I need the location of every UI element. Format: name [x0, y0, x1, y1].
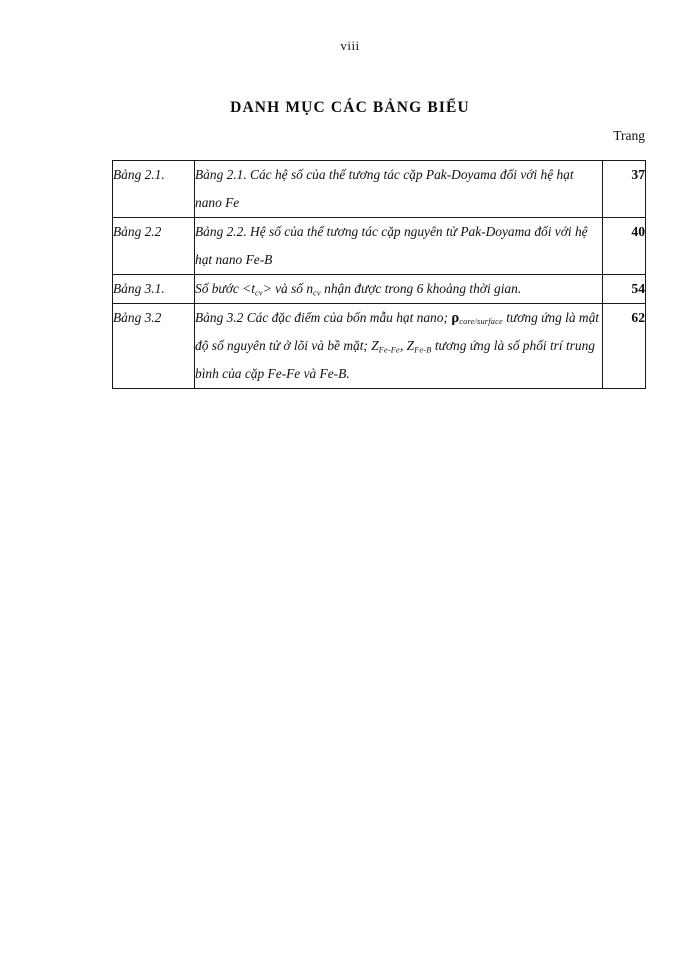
desc-segment: , Z	[399, 338, 415, 353]
desc-segment: tương ứng là mật độ số nguyên tử ở lõi và bề mặt; Z	[195, 310, 600, 353]
desc-segment: tương ứng là số phối trí trung bình của cặp Fe-Fe và Fe-B.	[195, 338, 595, 381]
table-row-label: Bảng 3.1.	[113, 275, 195, 304]
table-row-label: Bảng 3.2	[113, 304, 195, 389]
subscript-cv: cv	[254, 288, 263, 298]
table-row-description	[195, 304, 603, 389]
page-title: DANH MỤC CÁC BẢNG BIỂU	[230, 99, 470, 116]
table-row	[113, 275, 646, 304]
list-of-tables	[112, 160, 646, 389]
table-row-description: Bảng 2.2. Hệ số của thế tương tác cặp nguyên tử Pak-Doyama đối với hệ hạt nano Fe-B	[195, 218, 603, 275]
table-row-page: 62	[603, 304, 646, 389]
table-row-description	[195, 275, 603, 304]
subscript-core-surface: core/surface	[459, 316, 503, 326]
table-row	[113, 304, 646, 389]
desc-segment: Số bước <t	[195, 281, 255, 296]
rho-symbol: ρ	[451, 310, 460, 326]
subscript-cv: cv	[313, 288, 321, 298]
table-row-label: Bảng 2.2	[113, 218, 195, 275]
table-row-page: 54	[603, 275, 646, 304]
table-row	[113, 161, 646, 218]
desc-segment: nhận được trong 6 khoảng thời gian.	[320, 281, 522, 296]
subscript-fe-fe: Fe-Fe	[378, 345, 400, 355]
page-folio-number: viii	[340, 38, 360, 53]
desc-segment: Bảng 3.2 Các đặc điểm của bốn mẫu hạt nano;	[195, 310, 452, 325]
desc-segment: > và số n	[262, 281, 314, 296]
table-row	[113, 218, 646, 275]
table-row-page: 40	[603, 218, 646, 275]
table-row-page: 37	[603, 161, 646, 218]
subscript-fe-b: Fe-B	[414, 345, 432, 355]
table-row-description: Bảng 2.1. Các hệ số của thế tương tác cặp Pak-Doyama đối với hệ hạt nano Fe	[195, 161, 603, 218]
table-row-label: Bảng 2.1.	[113, 161, 195, 218]
page-column-header-label: Trang	[613, 128, 645, 143]
